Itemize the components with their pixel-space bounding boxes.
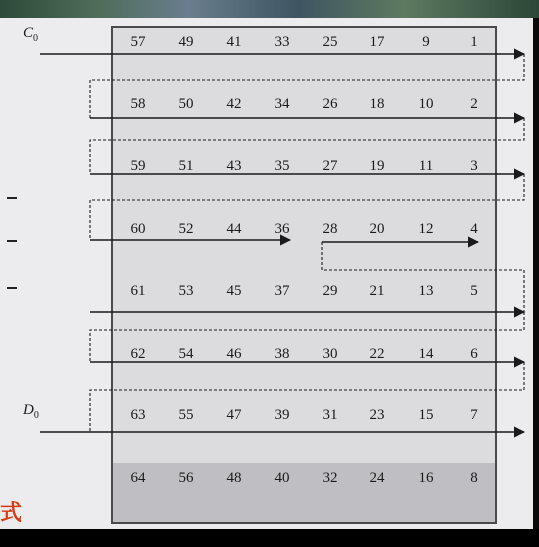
table-cell: 55 <box>178 407 194 423</box>
side-dash-1 <box>7 197 17 199</box>
table-cell: 21 <box>369 283 385 299</box>
wrap-connector-3 <box>90 174 524 240</box>
table-cell: 38 <box>274 346 290 362</box>
table-cell: 4 <box>470 221 478 237</box>
wrap-connector-5 <box>90 312 524 362</box>
table-cell: 2 <box>470 96 478 112</box>
table-cell: 6 <box>470 346 478 362</box>
table-cell: 11 <box>418 158 434 174</box>
d0-var: D <box>23 402 34 418</box>
table-cell: 62 <box>130 346 146 362</box>
table-cell: 9 <box>422 34 430 50</box>
table-cell: 56 <box>178 470 194 486</box>
table-cell: 42 <box>226 96 242 112</box>
table-cell: 24 <box>369 470 385 486</box>
table-cell: 63 <box>130 407 146 423</box>
wrap-connector-1 <box>90 54 524 118</box>
table-cell: 59 <box>130 158 146 174</box>
table-cell: 25 <box>322 34 338 50</box>
d0-label <box>23 402 39 421</box>
table-cell: 47 <box>226 407 242 423</box>
table-cell: 28 <box>322 221 338 237</box>
table-cell: 30 <box>322 346 338 362</box>
table-cell: 53 <box>178 283 194 299</box>
table-cell: 52 <box>178 221 194 237</box>
table-cell: 58 <box>130 96 146 112</box>
table-cell: 10 <box>418 96 434 112</box>
table-cell: 5 <box>470 283 478 299</box>
table-cell: 33 <box>274 34 290 50</box>
side-dash-2 <box>7 240 17 242</box>
table-cell: 60 <box>130 221 146 237</box>
wrap-connector-2 <box>90 118 524 174</box>
table-cell: 7 <box>470 407 478 423</box>
frame-edge <box>533 18 539 529</box>
c0-label <box>23 25 38 44</box>
table-cell: 3 <box>470 158 478 174</box>
table-cell: 23 <box>369 407 385 423</box>
table-cell: 17 <box>369 34 385 50</box>
side-dash-3 <box>7 287 17 289</box>
table-cell: 50 <box>178 96 194 112</box>
table-cell: 19 <box>369 158 385 174</box>
logo-glyph: 式 <box>0 500 23 526</box>
table-cell: 44 <box>226 221 242 237</box>
table-cell: 36 <box>274 221 290 237</box>
table-cell: 1 <box>470 34 478 50</box>
table-cell: 14 <box>418 346 434 362</box>
table-cell: 16 <box>418 470 434 486</box>
table-cell: 35 <box>274 158 290 174</box>
wrap-connector-4 <box>322 242 524 312</box>
table-cell: 43 <box>226 158 242 174</box>
table-cell: 31 <box>322 407 338 423</box>
table-cell: 57 <box>130 34 146 50</box>
table-cell: 61 <box>130 283 146 299</box>
table-cell: 51 <box>178 158 194 174</box>
table-cell: 45 <box>226 283 242 299</box>
wrap-connector-6 <box>90 362 524 432</box>
bottom-black-bar <box>0 529 539 547</box>
table-cell: 46 <box>226 346 242 362</box>
c0-sub: 0 <box>33 33 39 44</box>
table-cell: 12 <box>418 221 434 237</box>
table-cell: 64 <box>130 470 146 486</box>
table-cell: 34 <box>274 96 290 112</box>
table-cell: 40 <box>274 470 290 486</box>
table-cell: 20 <box>369 221 385 237</box>
table-cell: 27 <box>322 158 338 174</box>
d0-sub: 0 <box>33 410 39 421</box>
table-cell: 39 <box>274 407 290 423</box>
table-cell: 49 <box>178 34 194 50</box>
c0-var: C <box>23 25 34 41</box>
table-cell: 15 <box>418 407 434 423</box>
table-cell: 48 <box>226 470 242 486</box>
table-cell: 8 <box>470 470 478 486</box>
table-cell: 32 <box>322 470 338 486</box>
table-cell: 26 <box>322 96 338 112</box>
table-cell: 37 <box>274 283 290 299</box>
table-cell: 18 <box>369 96 385 112</box>
table-cell: 54 <box>178 346 194 362</box>
table-cell: 22 <box>369 346 385 362</box>
table-cell: 13 <box>418 283 434 299</box>
table-cell: 29 <box>322 283 338 299</box>
table-cell: 41 <box>226 34 242 50</box>
